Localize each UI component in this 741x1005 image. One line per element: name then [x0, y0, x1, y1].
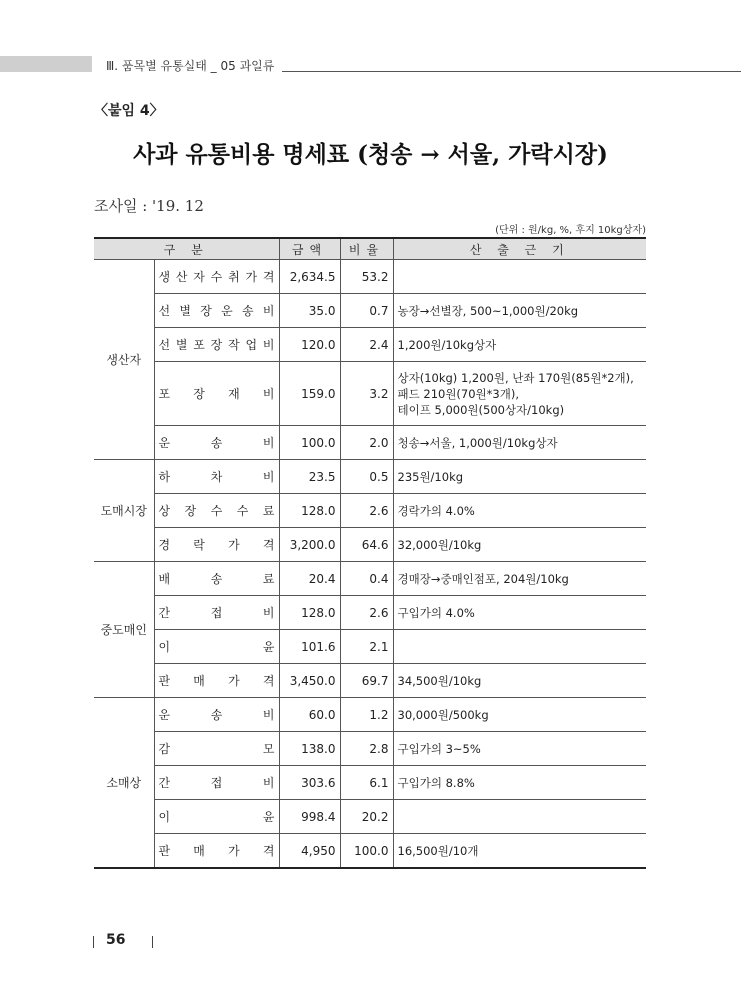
amount-cell: 101.6 — [279, 630, 340, 664]
ratio-cell: 2.4 — [340, 328, 393, 362]
basis-cell — [393, 630, 646, 664]
basis-cell: 경매장→중매인점포, 204원/10kg — [393, 562, 646, 596]
cost-item-label: 배 송 료 — [158, 572, 275, 586]
table-header-row — [94, 238, 646, 260]
cost-item — [154, 562, 279, 596]
basis-cell: 1,200원/10kg상자 — [393, 328, 646, 362]
amount-cell: 4,950 — [279, 834, 340, 869]
cost-item — [154, 460, 279, 494]
table-row — [94, 294, 646, 328]
basis-cell: 구입가의 8.8% — [393, 766, 646, 800]
table-row — [94, 630, 646, 664]
table-row — [94, 596, 646, 630]
cost-item-label: 감 모 — [158, 742, 275, 756]
basis-cell: 16,500원/10개 — [393, 834, 646, 869]
cost-item-label: 상 장 수 수 료 — [158, 504, 275, 518]
basis-cell: 구입가의 4.0% — [393, 596, 646, 630]
basis-cell: 경락가의 4.0% — [393, 494, 646, 528]
ratio-cell: 69.7 — [340, 664, 393, 698]
cost-item-label: 이 윤 — [158, 640, 275, 654]
footer-divider-right — [152, 936, 153, 948]
table-row — [94, 800, 646, 834]
table-row — [94, 766, 646, 800]
group-label: 도매시장 — [94, 460, 154, 562]
basis-cell: 32,000원/10kg — [393, 528, 646, 562]
cost-item — [154, 260, 279, 294]
cost-item — [154, 596, 279, 630]
ratio-cell: 0.7 — [340, 294, 393, 328]
table-row — [94, 328, 646, 362]
amount-cell: 3,200.0 — [279, 528, 340, 562]
ratio-cell: 3.2 — [340, 362, 393, 426]
table-row — [94, 834, 646, 869]
basis-cell: 30,000원/500kg — [393, 698, 646, 732]
table-row — [94, 260, 646, 294]
basis-cell: 구입가의 3~5% — [393, 732, 646, 766]
basis-cell — [393, 800, 646, 834]
ratio-cell: 2.0 — [340, 426, 393, 460]
table-row — [94, 494, 646, 528]
cost-item — [154, 766, 279, 800]
page-number: 56 — [106, 932, 126, 948]
amount-cell: 120.0 — [279, 328, 340, 362]
cost-item — [154, 630, 279, 664]
cost-item — [154, 362, 279, 426]
amount-cell: 60.0 — [279, 698, 340, 732]
amount-cell: 303.6 — [279, 766, 340, 800]
basis-cell: 농장→선별장, 500~1,000원/20kg — [393, 294, 646, 328]
group-label: 소매상 — [94, 698, 154, 869]
ratio-cell: 6.1 — [340, 766, 393, 800]
amount-cell: 138.0 — [279, 732, 340, 766]
cost-item-label: 선 별 장 운 송 비 — [158, 304, 275, 318]
cost-item-label: 판 매 가 격 — [158, 844, 275, 858]
table-row — [94, 426, 646, 460]
cost-item-label: 생 산 자 수 취 가 격 — [158, 270, 275, 284]
survey-date: 조사일 : '19. 12 — [94, 197, 204, 215]
amount-cell: 128.0 — [279, 596, 340, 630]
header-ratio: 비율 — [340, 238, 393, 260]
cost-item-label: 선 별 포 장 작 업 비 — [158, 338, 275, 352]
table-row — [94, 528, 646, 562]
amount-cell: 998.4 — [279, 800, 340, 834]
amount-cell: 2,634.5 — [279, 260, 340, 294]
cost-item — [154, 294, 279, 328]
cost-item-label: 하 차 비 — [158, 470, 275, 484]
cost-item — [154, 528, 279, 562]
table-body — [94, 260, 646, 869]
cost-item — [154, 328, 279, 362]
ratio-cell: 64.6 — [340, 528, 393, 562]
cost-item — [154, 834, 279, 869]
ratio-cell: 2.6 — [340, 494, 393, 528]
cost-item — [154, 732, 279, 766]
amount-cell: 159.0 — [279, 362, 340, 426]
cost-item-label: 포 장 재 비 — [158, 387, 275, 401]
table-row — [94, 698, 646, 732]
cost-item-label: 간 접 비 — [158, 776, 275, 790]
ratio-cell: 2.6 — [340, 596, 393, 630]
table-row — [94, 460, 646, 494]
table-row — [94, 664, 646, 698]
amount-cell: 3,450.0 — [279, 664, 340, 698]
amount-cell: 20.4 — [279, 562, 340, 596]
cost-item — [154, 800, 279, 834]
ratio-cell: 0.4 — [340, 562, 393, 596]
table-row — [94, 562, 646, 596]
header-basis: 산 출 근 기 — [393, 238, 646, 260]
header-rule — [282, 71, 741, 72]
footer-divider-left — [93, 936, 94, 948]
cost-item-label: 간 접 비 — [158, 606, 275, 620]
ratio-cell: 0.5 — [340, 460, 393, 494]
ratio-cell: 20.2 — [340, 800, 393, 834]
cost-item — [154, 698, 279, 732]
ratio-cell: 2.8 — [340, 732, 393, 766]
group-label: 중도매인 — [94, 562, 154, 698]
table-row — [94, 362, 646, 426]
cost-item-label: 경 락 가 격 — [158, 538, 275, 552]
cost-table — [94, 237, 646, 869]
table-row — [94, 732, 646, 766]
basis-cell: 235원/10kg — [393, 460, 646, 494]
amount-cell: 23.5 — [279, 460, 340, 494]
amount-cell: 100.0 — [279, 426, 340, 460]
cost-item-label: 판 매 가 격 — [158, 674, 275, 688]
ratio-cell: 2.1 — [340, 630, 393, 664]
cost-item-label: 운 송 비 — [158, 708, 275, 722]
running-header: Ⅲ. 품목별 유통실태 _ 05 과일류 — [106, 59, 275, 73]
cost-item-label: 이 윤 — [158, 810, 275, 824]
group-label: 생산자 — [94, 260, 154, 460]
header-amount: 금액 — [279, 238, 340, 260]
page-title: 사과 유통비용 명세표 (청송 → 서울, 가락시장) — [133, 141, 608, 168]
ratio-cell: 1.2 — [340, 698, 393, 732]
amount-cell: 35.0 — [279, 294, 340, 328]
ratio-cell: 100.0 — [340, 834, 393, 869]
ratio-cell: 53.2 — [340, 260, 393, 294]
header-category: 구 분 — [94, 238, 279, 260]
cost-item-label: 운 송 비 — [158, 436, 275, 450]
header-decoration-bar — [0, 56, 92, 72]
basis-cell — [393, 260, 646, 294]
attachment-label: 〈붙임 4〉 — [94, 103, 164, 119]
cost-item — [154, 426, 279, 460]
cost-item — [154, 664, 279, 698]
basis-cell: 청송→서울, 1,000원/10kg상자 — [393, 426, 646, 460]
basis-cell: 34,500원/10kg — [393, 664, 646, 698]
cost-item — [154, 494, 279, 528]
unit-note: (단위 : 원/kg, %, 후지 10kg상자) — [495, 225, 646, 236]
amount-cell: 128.0 — [279, 494, 340, 528]
basis-cell: 상자(10kg) 1,200원, 난좌 170원(85원*2개), 패드 210원(70원*3개), 테이프 5,000원(500상자/10kg) — [393, 362, 646, 426]
